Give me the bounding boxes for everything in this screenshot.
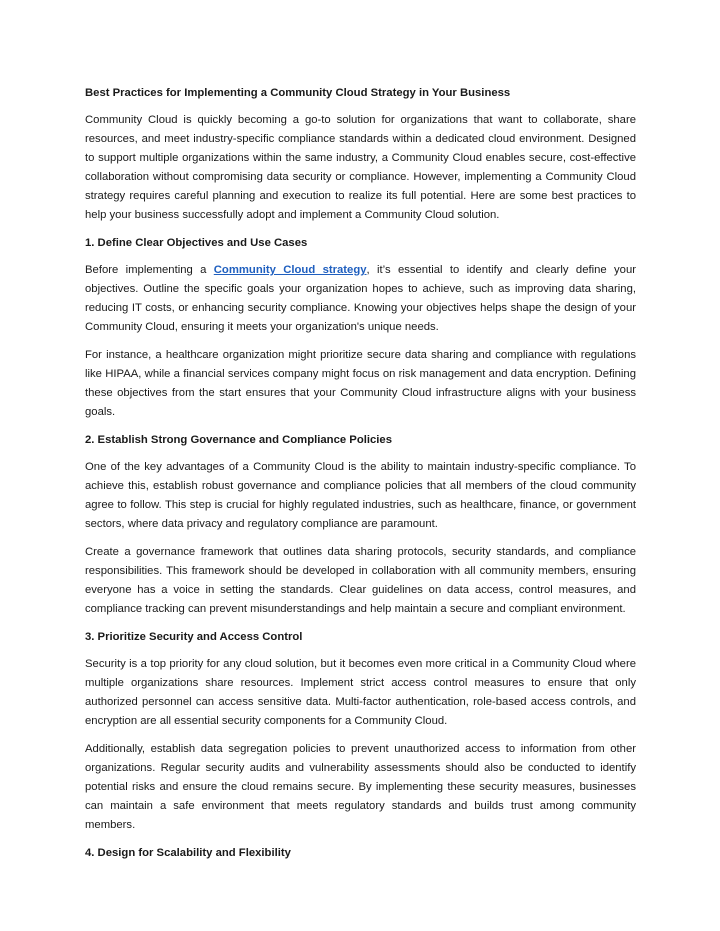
document-title: Best Practices for Implementing a Community Cloud Strategy in Your Business (85, 87, 511, 99)
section-paragraph: One of the key advantages of a Community Cloud is the ability to maintain industry-specific compliance. To achieve this, establish robust governance and compliance policies that all members of the cloud community agree to follow. This step is crucial for highly regulated industries, such as healthcare, finance, or government sectors, where data privacy and regulatory compliance are paramount. (85, 461, 636, 530)
intro-paragraph: Community Cloud is quickly becoming a go-to solution for organizations that want to collaborate, share resources, and meet industry-specific compliance standards within a dedicated cloud environment. Designed to support multiple organizations within the same industry, a Community Cloud enables secure, cost-effective collaboration without compromising data security or compliance. However, implementing a Community Cloud strategy requires careful planning and execution to realize its full potential. Here are some best practices to help your business successfully adopt and implement a Community Cloud solution. (85, 114, 636, 221)
section-heading: 1. Define Clear Objectives and Use Cases (85, 237, 308, 249)
section-paragraph: Additionally, establish data segregation policies to prevent unauthorized access to information from other organizations. Regular security audits and vulnerability assessments should also be conducted to identify potential risks and ensure the cloud remains secure. By implementing these security measures, businesses can maintain a safe environment that meets regulatory standards and builds trust among community members. (85, 743, 636, 831)
section-heading: 3. Prioritize Security and Access Control (85, 631, 303, 643)
section-heading: 4. Design for Scalability and Flexibility (85, 847, 291, 859)
text: Before implementing a (85, 264, 214, 276)
community-cloud-strategy-link[interactable]: Community Cloud strategy (213, 264, 367, 276)
section-paragraph: Security is a top priority for any cloud solution, but it becomes even more critical in a Community Cloud where multiple organizations share resources. Implement strict access control measures to ensure that only authorized personnel can access sensitive data. Multi-factor authentication, role-based access controls, and encryption are all essential security components for a Community Cloud. (85, 658, 636, 727)
section-paragraph: For instance, a healthcare organization might prioritize secure data sharing and compliance with regulations like HIPAA, while a financial services company might focus on risk management and data encryption. Defining these objectives from the start ensures that your Community Cloud infrastructure aligns with your business goals. (85, 349, 636, 418)
text: , it’s essential to identify and clearly define your objectives. Outline the specific goals your organization hopes to achieve, such as improving data sharing, reducing IT costs, or enhancing security compliance. Knowing your objectives helps shape the design of your Community Cloud, ensuring it meets your organization's unique needs. (85, 264, 636, 333)
document-page (85, 84, 636, 871)
section-paragraph (85, 261, 636, 337)
section-paragraph: Create a governance framework that outlines data sharing protocols, security standards, and compliance responsibilities. This framework should be developed in collaboration with all community members, ensuring everyone has a voice in setting the standards. Clear guidelines on data access, control measures, and compliance tracking can prevent misunderstandings and help maintain a secure and compliant environment. (85, 546, 636, 615)
section-heading: 2. Establish Strong Governance and Compliance Policies (85, 434, 392, 446)
